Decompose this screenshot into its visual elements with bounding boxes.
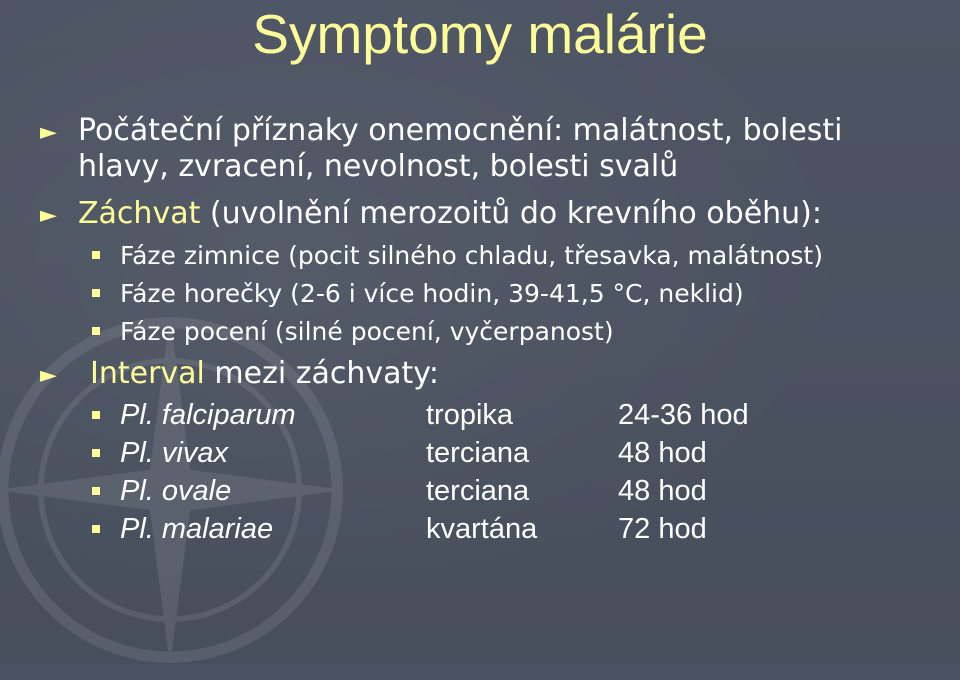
bullet-paroxysm <box>40 195 930 235</box>
arrow-bullet-icon: ► <box>40 363 57 388</box>
species-name: Pl. vivax <box>120 437 228 469</box>
bullet-rest-text: (uvolnění merozoitů do krevního oběhu): <box>200 196 822 231</box>
bullet-text-line <box>78 195 822 233</box>
fever-period: 48 hod <box>618 437 707 469</box>
square-bullet-icon <box>92 251 100 259</box>
fever-period: 48 hod <box>618 475 707 507</box>
bullet-initial-symptoms <box>40 112 930 192</box>
arrow-bullet-icon: ► <box>40 120 57 145</box>
square-bullet-icon <box>92 449 100 457</box>
highlight-term: Interval <box>90 356 205 391</box>
square-bullet-icon <box>92 327 100 335</box>
square-bullet-icon <box>92 411 100 419</box>
fever-period: 24-36 hod <box>618 399 749 431</box>
fever-period: 72 hod <box>618 513 707 545</box>
bullet-text-line: Počáteční příznaky onemocnění: malátnost, bolesti <box>78 113 843 148</box>
bullet-interval <box>40 355 930 395</box>
fever-type: tropika <box>426 399 514 431</box>
square-bullet-icon <box>92 487 100 495</box>
bullet-rest-text: mezi záchvaty: <box>204 356 439 391</box>
bullet-text-line: hlavy, zvracení, nevolnost, bolesti svalů <box>78 149 679 184</box>
species-name: Pl. ovale <box>120 475 232 507</box>
sub-bullet-text: Fáze pocení (silné pocení, vyčerpanost) <box>120 317 614 346</box>
highlight-term: Záchvat <box>78 196 201 231</box>
bullet-text-line <box>90 355 439 393</box>
arrow-bullet-icon: ► <box>40 203 57 228</box>
sub-bullet-text: Fáze horečky (2-6 i více hodin, 39-41,5 °C, neklid) <box>120 279 744 308</box>
square-bullet-icon <box>92 525 100 533</box>
fever-type: kvartána <box>426 513 538 545</box>
fever-type: terciana <box>426 437 530 469</box>
fever-type: terciana <box>426 475 530 507</box>
sub-bullet-text: Fáze zimnice (pocit silného chladu, třesavka, malátnost) <box>120 241 823 270</box>
slide-title: Symptomy malárie <box>252 3 708 65</box>
species-name: Pl. falciparum <box>120 399 296 431</box>
species-name: Pl. malariae <box>120 513 274 545</box>
square-bullet-icon <box>92 289 100 297</box>
